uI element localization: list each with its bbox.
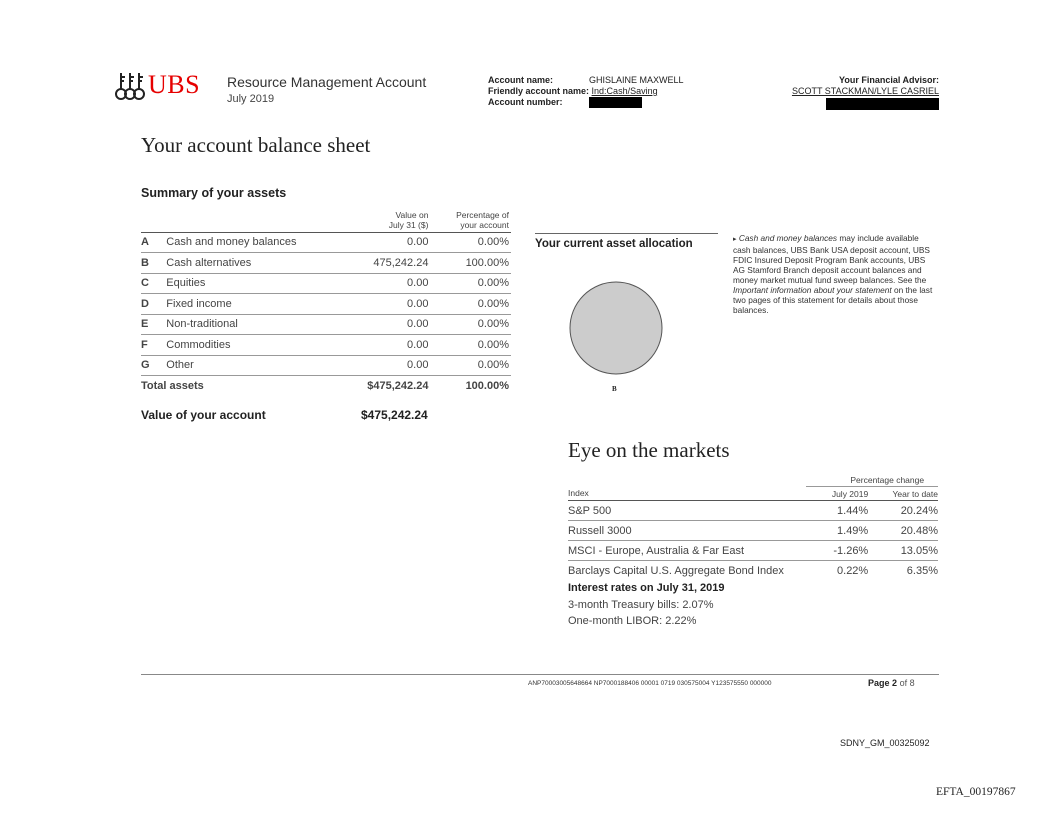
pct-change-label: Percentage change [806, 473, 938, 487]
row-letter: B [141, 253, 166, 274]
friendly-name-value: Ind:Cash/Saving [591, 86, 658, 96]
row-name: Cash and money balances [166, 232, 339, 253]
row-name: Cash alternatives [166, 253, 339, 274]
note-italic-2: Important information about your statement [733, 285, 892, 295]
libor-rate: One-month LIBOR: 2.22% [568, 615, 697, 627]
summary-heading: Summary of your assets [141, 186, 287, 200]
total-row [141, 376, 511, 396]
advisor-redaction [826, 98, 939, 110]
row-letter: E [141, 314, 166, 335]
col-pct-label-2: your account [460, 219, 509, 230]
account-value: $475,242.24 [361, 408, 428, 422]
markets-table [568, 473, 938, 580]
account-name-label: Account name: [488, 75, 554, 85]
statement-period: July 2019 [227, 93, 275, 105]
index-ytd: 20.48% [870, 521, 938, 541]
row-name: Commodities [166, 335, 339, 356]
pie-label: B [612, 385, 617, 393]
total-value: $475,242.24 [367, 379, 429, 392]
row-pct: 0.00% [430, 294, 511, 315]
table-row [141, 314, 511, 335]
index-name: Russell 3000 [568, 521, 806, 541]
table-row [141, 355, 511, 376]
row-name: Non-traditional [166, 314, 339, 335]
total-label: Total assets [141, 379, 204, 392]
index-month: 1.44% [806, 501, 870, 521]
index-name: Barclays Capital U.S. Aggregate Bond Index [568, 564, 784, 577]
row-name: Fixed income [166, 294, 339, 315]
account-value-label: Value of your account [141, 408, 266, 422]
col-index-label: Index [568, 487, 806, 501]
cash-balances-note [733, 233, 938, 315]
logo-text: UBS [148, 70, 201, 99]
note-text-2: on the last two pages of this statement for details about those balances. [733, 285, 933, 315]
page-num: 2 [892, 678, 898, 688]
row-value: 0.00 [340, 335, 431, 356]
markets-heading: Eye on the markets [568, 438, 730, 462]
account-number-label: Account number: [488, 97, 563, 107]
page-title: Your account balance sheet [141, 133, 371, 157]
advisor-name: SCOTT STACKMAN/LYLE CASRIEL [791, 86, 939, 96]
total-pct: 100.00% [465, 379, 509, 392]
col-value-label-1: Value on [395, 209, 429, 220]
row-value: 0.00 [340, 314, 431, 335]
row-pct: 0.00% [430, 335, 511, 356]
bullet-icon: ▸ [733, 236, 737, 243]
col-month-label: July 2019 [806, 487, 870, 501]
bates-number-2: EFTA_00197867 [936, 786, 1016, 798]
col-value-label-2: July 31 ($) [388, 219, 429, 230]
statement-code: ANP70003005648664 NP7000188406 00001 0719 030575004 Y123575550 000000 [528, 680, 772, 687]
account-name-value: GHISLAINE MAXWELL [589, 75, 684, 85]
allocation-pie-chart [566, 278, 666, 378]
account-type-title: Resource Management Account [227, 74, 427, 90]
row-letter: F [141, 335, 166, 356]
index-name: MSCI - Europe, Australia & Far East [568, 541, 806, 561]
index-ytd: 20.24% [870, 501, 938, 521]
row-letter: G [141, 355, 166, 376]
allocation-rule [535, 233, 718, 234]
footer-rule [141, 674, 939, 675]
row-letter: A [141, 232, 166, 253]
col-pct-label-1: Percentage of [456, 209, 509, 220]
row-name: Other [166, 355, 339, 376]
pie-slice-b [570, 282, 662, 374]
table-row [568, 501, 938, 521]
page-of: of 8 [899, 678, 915, 688]
index-ytd: 6.35% [906, 564, 938, 577]
table-row [141, 335, 511, 356]
row-pct: 0.00% [430, 232, 511, 253]
row-pct: 0.00% [430, 273, 511, 294]
index-month: -1.26% [806, 541, 870, 561]
row-value: 0.00 [340, 294, 431, 315]
row-pct: 0.00% [430, 314, 511, 335]
table-row [141, 294, 511, 315]
advisor-label: Your Financial Advisor: [838, 75, 939, 85]
index-name: S&P 500 [568, 501, 806, 521]
index-ytd: 13.05% [870, 541, 938, 561]
index-month: 0.22% [837, 564, 869, 577]
row-value: 0.00 [340, 355, 431, 376]
keys-icon [113, 70, 147, 102]
table-row [568, 561, 938, 581]
table-row [568, 521, 938, 541]
advisor-info [780, 75, 939, 113]
ubs-logo [113, 70, 203, 102]
table-row [141, 273, 511, 294]
note-italic-1: Cash and money balances [738, 233, 838, 243]
treasury-rate: 3-month Treasury bills: 2.07% [568, 599, 714, 611]
page-label: Page [868, 678, 890, 688]
row-letter: D [141, 294, 166, 315]
bates-number-1: SDNY_GM_00325092 [840, 738, 930, 748]
interest-rates-heading: Interest rates on July 31, 2019 [568, 582, 725, 594]
row-value: 475,242.24 [340, 253, 431, 274]
assets-table [141, 204, 511, 396]
note-text-1: may include available cash balances, UBS Bank USA deposit account, UBS FDIC Insured Deposit Program Bank accounts, UBS AG Stamford Branch deposit account balances and money market mutual fund sweep balances. See the [733, 233, 930, 285]
row-value: 0.00 [340, 232, 431, 253]
row-pct: 0.00% [430, 355, 511, 376]
account-info [488, 75, 718, 108]
row-letter: C [141, 273, 166, 294]
col-ytd-label: Year to date [870, 487, 938, 501]
table-row [141, 253, 511, 274]
row-name: Equities [166, 273, 339, 294]
account-number-redaction [589, 97, 642, 108]
row-pct: 100.00% [430, 253, 511, 274]
index-month: 1.49% [806, 521, 870, 541]
table-row [141, 232, 511, 253]
table-row [568, 541, 938, 561]
page-number [868, 678, 915, 688]
row-value: 0.00 [340, 273, 431, 294]
allocation-heading: Your current asset allocation [535, 238, 693, 250]
friendly-name-label: Friendly account name: [488, 86, 590, 96]
